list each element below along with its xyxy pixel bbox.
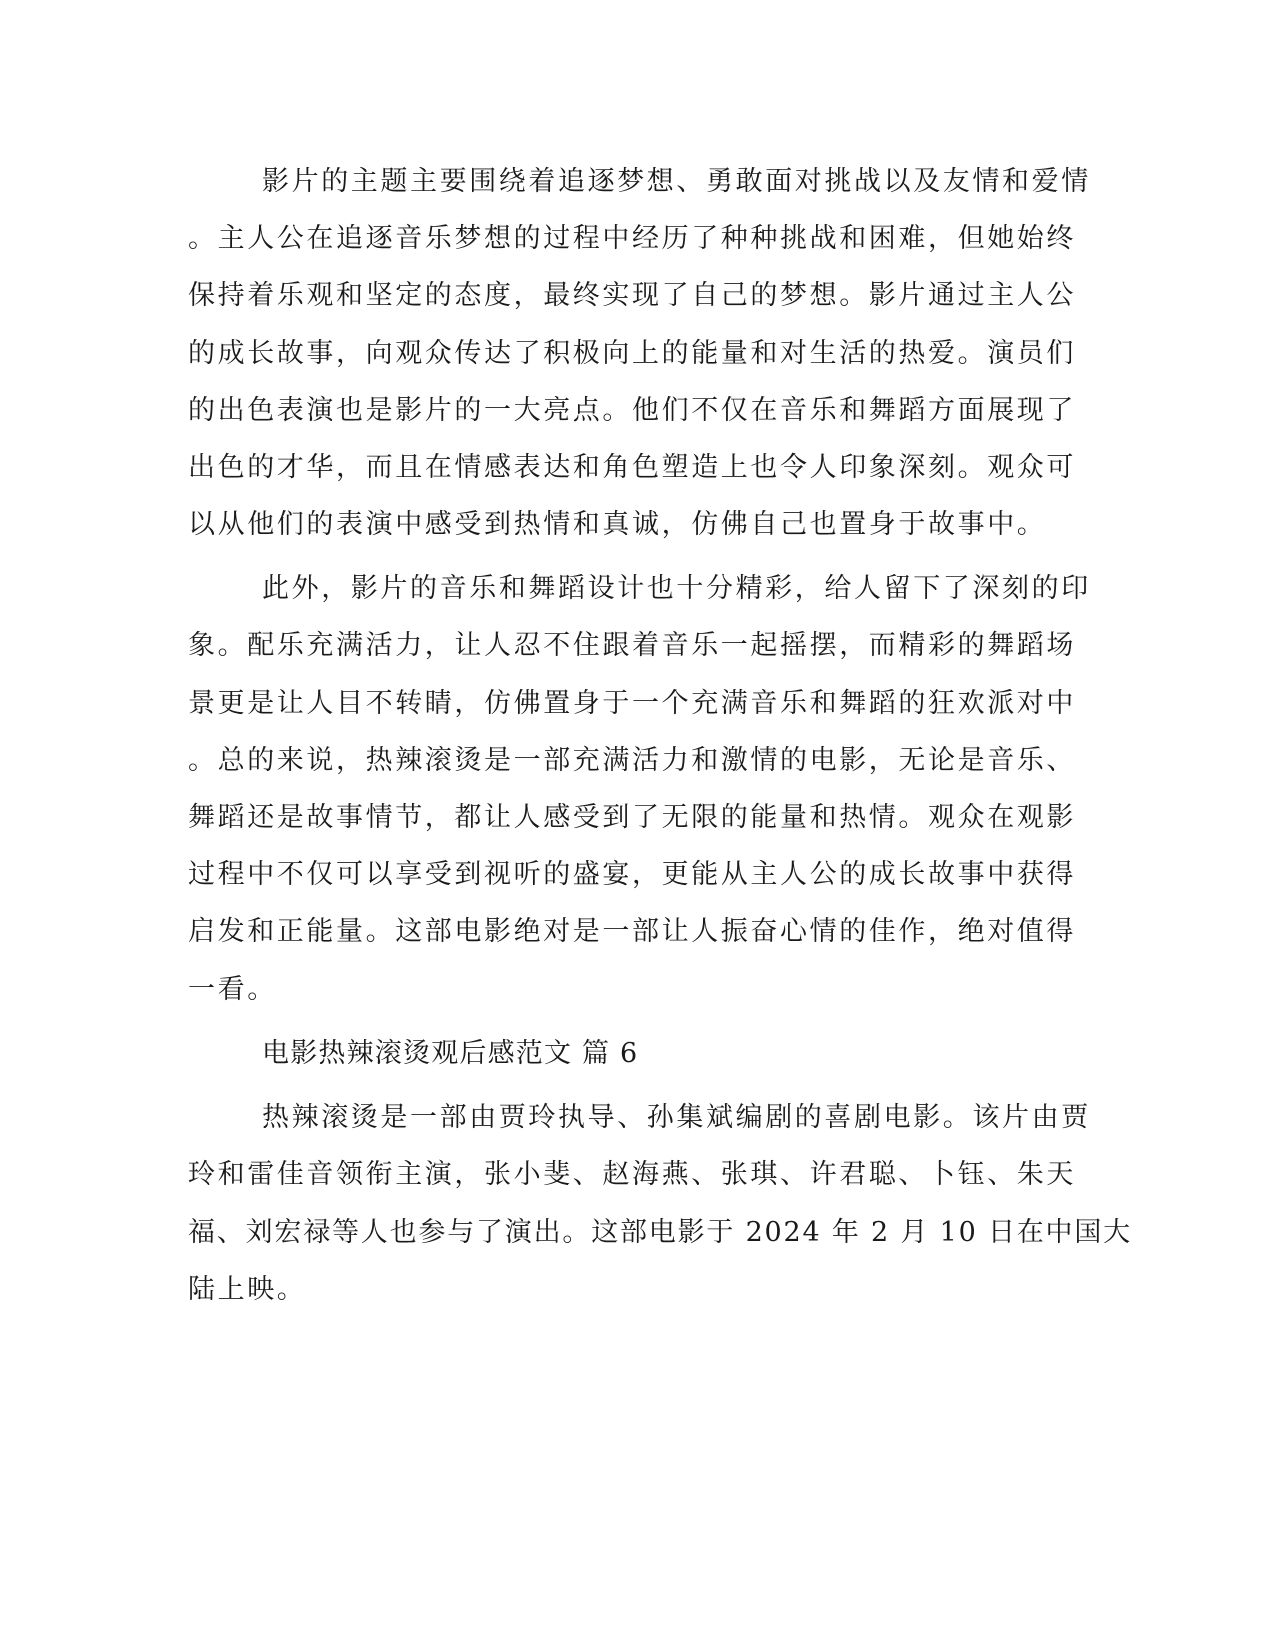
paragraph-line: 的出色表演也是影片的一大亮点。他们不仅在音乐和舞蹈方面展现了 [188,395,1076,426]
paragraph-line: 保持着乐观和坚定的态度，最终实现了自己的梦想。影片通过主人公 [188,280,1076,311]
paragraph-line: 影片的主题主要围绕着追逐梦想、勇敢面对挑战以及友情和爱情 [262,166,1091,197]
paragraph-line: 玲和雷佳音领衔主演，张小斐、赵海燕、张琪、许君聪、卜钰、朱天 [188,1159,1076,1190]
paragraph-line: 启发和正能量。这部电影绝对是一部让人振奋心情的佳作，绝对值得 [188,916,1076,947]
paragraph-line: 的成长故事，向观众传达了积极向上的能量和对生活的热爱。演员们 [188,338,1076,369]
paragraph-line: 景更是让人目不转睛，仿佛置身于一个充满音乐和舞蹈的狂欢派对中 [188,688,1076,719]
paragraph-line: 以从他们的表演中感受到热情和真诚，仿佛自己也置身于故事中。 [188,509,1047,540]
paragraph-line: 陆上映。 [188,1274,307,1305]
paragraph-line: 。主人公在追逐音乐梦想的过程中经历了种种挑战和困难，但她始终 [188,223,1076,254]
paragraph-line: 热辣滚烫是一部由贾玲执导、孙集斌编剧的喜剧电影。该片由贾 [262,1102,1091,1133]
paragraph-line: 一看。 [188,974,277,1005]
paragraph-line: 此外，影片的音乐和舞蹈设计也十分精彩，给人留下了深刻的印 [262,573,1091,604]
paragraph-line: 。总的来说，热辣滚烫是一部充满活力和激情的电影，无论是音乐、 [188,745,1076,776]
paragraph-line: 舞蹈还是故事情节，都让人感受到了无限的能量和热情。观众在观影 [188,802,1076,833]
paragraph-line: 福、刘宏禄等人也参与了演出。这部电影于 2024 年 2 月 10 日在中国大 [188,1217,1132,1248]
section-title: 电影热辣滚烫观后感范文 篇 6 [262,1038,639,1069]
paragraph-line: 出色的才华，而且在情感表达和角色塑造上也令人印象深刻。观众可 [188,452,1076,483]
paragraph-line: 过程中不仅可以享受到视听的盛宴，更能从主人公的成长故事中获得 [188,859,1076,890]
paragraph-line: 象。配乐充满活力，让人忍不住跟着音乐一起摇摆，而精彩的舞蹈场 [188,630,1076,661]
